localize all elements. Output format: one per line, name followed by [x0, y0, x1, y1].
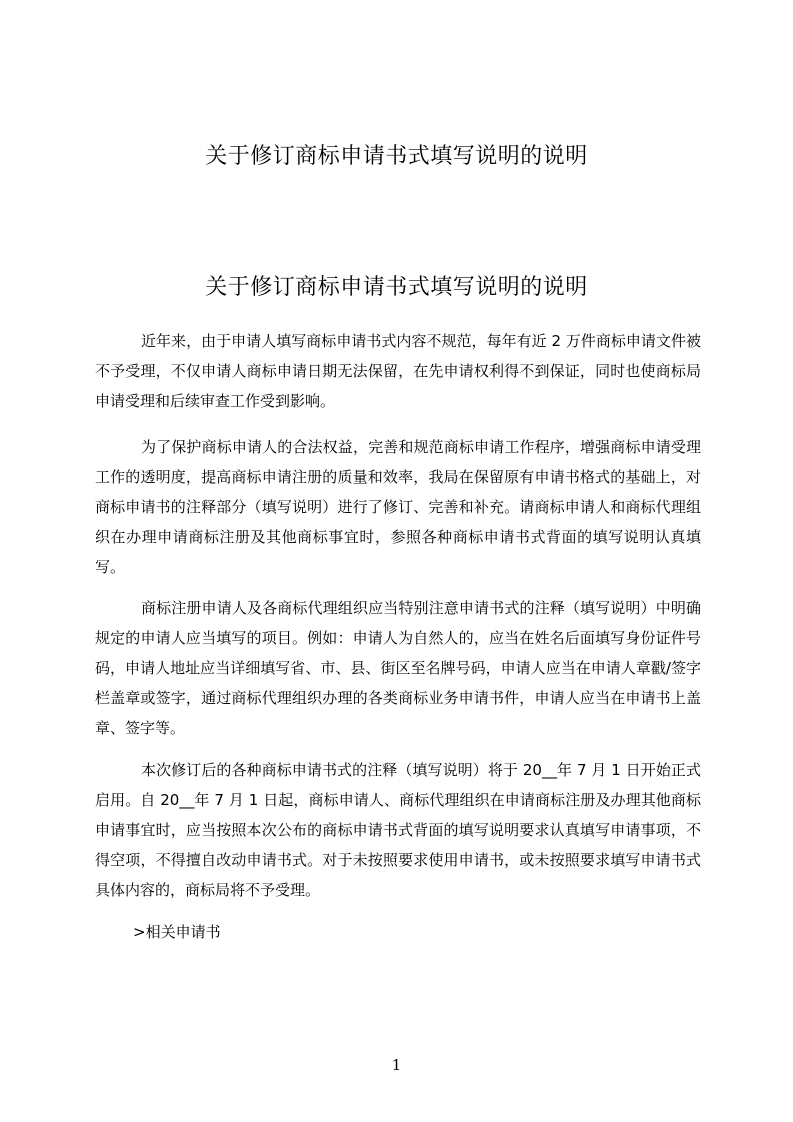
document-title: 关于修订商标申请书式填写说明的说明 [205, 275, 588, 300]
page-number: 1 [391, 1056, 402, 1074]
related-forms-link[interactable]: >相关申请书 [133, 923, 221, 941]
paragraph-effective-date: 本次修订后的各种商标申请书式的注释（填写说明）将于 20__年 7 月 1 日开始正式启用。自 20__年 7 月 1 日起，商标申请人、商标代理组织在申请商标注册及办理其他商标申请事宜时，应当按照本次公布的商标申请书式背面的填写说明要求认真填写申请事项，不得空项，不得擅自改动申请书式。对于未按照要求使用申请书，或未按照要求填写申请书式具体内容的，商标局将不予受理。 [95, 761, 701, 899]
paragraph-intro: 近年来，由于申请人填写商标申请书式内容不规范，每年有近 2 万件商标申请文件被不予受理，不仅申请人商标申请日期无法保留，在先申请权利得不到保证，同时也使商标局申请受理和后续审查工作受到影响。 [95, 332, 701, 410]
paragraph-purpose: 为了保护商标申请人的合法权益，完善和规范商标申请工作程序，增强商标申请受理工作的透明度，提高商标申请注册的质量和效率，我局在保留原有申请书格式的基础上，对商标申请书的注释部分（填写说明）进行了修订、完善和补充。请商标申请人和商标代理组织在办理申请商标注册及其他商标事宜时，参照各种商标申请书式背面的填写说明认真填写。 [95, 438, 701, 576]
document-header-title: 关于修订商标申请书式填写说明的说明 [205, 144, 588, 169]
paragraph-requirements: 商标注册申请人及各商标代理组织应当特别注意申请书式的注释（填写说明）中明确规定的申请人应当填写的项目。例如：申请人为自然人的，应当在姓名后面填写身份证件号码，申请人地址应当详细填写省、市、县、街区至名牌号码，申请人应当在申请人章戳/签字栏盖章或签字，通过商标代理组织办理的各类商标业务申请书件，申请人应当在申请书上盖章、签字等。 [95, 599, 701, 737]
